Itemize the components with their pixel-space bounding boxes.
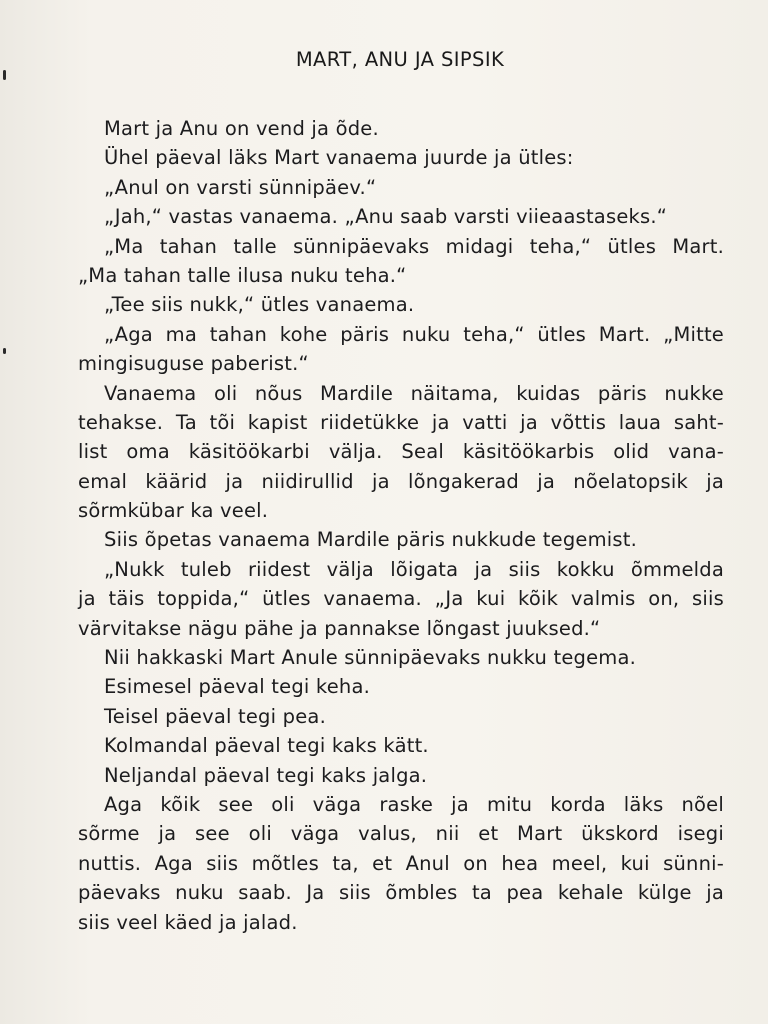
text-line: päevaks nuku saab. Ja siis õmbles ta pea kehale külge ja: [78, 881, 724, 905]
text-line: „Tee siis nukk,“ ütles vanaema.: [104, 293, 415, 317]
text-line: tehakse. Ta tõi kapist riidetükke ja vatti ja võttis laua saht-: [78, 410, 724, 434]
text-line: mingisuguse paberist.“: [78, 352, 309, 376]
text-line: siis veel käed ja jalad.: [78, 910, 298, 934]
text-line: „Anul on varsti sünnipäev.“: [104, 175, 377, 199]
text-line: nuttis. Aga siis mõtles ta, et Anul on hea meel, kui sünni-: [78, 851, 724, 875]
text-line: Siis õpetas vanaema Mardile päris nukkude tegemist.: [104, 528, 638, 552]
text-line: sõrmkübar ka veel.: [78, 499, 269, 523]
text-line: Neljandal päeval tegi kaks jalga.: [104, 763, 428, 787]
text-line: Vanaema oli nõus Mardile näitama, kuidas päris nukke: [104, 381, 724, 405]
text-line: ja täis toppida,“ ütles vanaema. „Ja kui kõik valmis on, siis: [78, 587, 724, 611]
text-line: Mart ja Anu on vend ja õde.: [104, 117, 379, 140]
text-line: list oma käsitöökarbi välja. Seal käsitöökarbis olid vana-: [78, 440, 724, 464]
text-line: „Ma tahan talle sünnipäevaks midagi teha,“ ütles Mart.: [104, 234, 724, 258]
text-line: Esimesel päeval tegi keha.: [104, 675, 371, 699]
margin-mark: [3, 348, 6, 354]
text-line: Ühel päeval läks Mart vanaema juurde ja ütles:: [104, 146, 574, 170]
story-text: [78, 114, 724, 937]
text-line: „Aga ma tahan kohe päris nuku teha,“ ütles Mart. „Mitte: [104, 322, 724, 346]
text-line: emal käärid ja niidirullid ja lõngakerad ja nõelatopsik ja: [78, 469, 724, 493]
text-line: Aga kõik see oli väga raske ja mitu korda läks nõel: [104, 792, 724, 816]
text-line: värvitakse nägu pähe ja pannakse lõngast juuksed.“: [78, 616, 601, 640]
margin-mark: [3, 70, 6, 80]
chapter-title: MART, ANU JA SIPSIK: [295, 48, 505, 71]
text-line: Kolmandal päeval tegi kaks kätt.: [104, 734, 429, 758]
text-line: „Nukk tuleb riidest välja lõigata ja siis kokku õmmelda: [104, 557, 724, 581]
text-line: sõrme ja see oli väga valus, nii et Mart ükskord isegi: [78, 822, 724, 846]
text-line: „Jah,“ vastas vanaema. „Anu saab varsti viieaastaseks.“: [104, 205, 668, 229]
text-line: Nii hakkaski Mart Anule sünnipäevaks nukku tegema.: [104, 646, 637, 670]
text-line: „Ma tahan talle ilusa nuku teha.“: [78, 263, 407, 287]
text-line: Teisel päeval tegi pea.: [104, 704, 326, 728]
